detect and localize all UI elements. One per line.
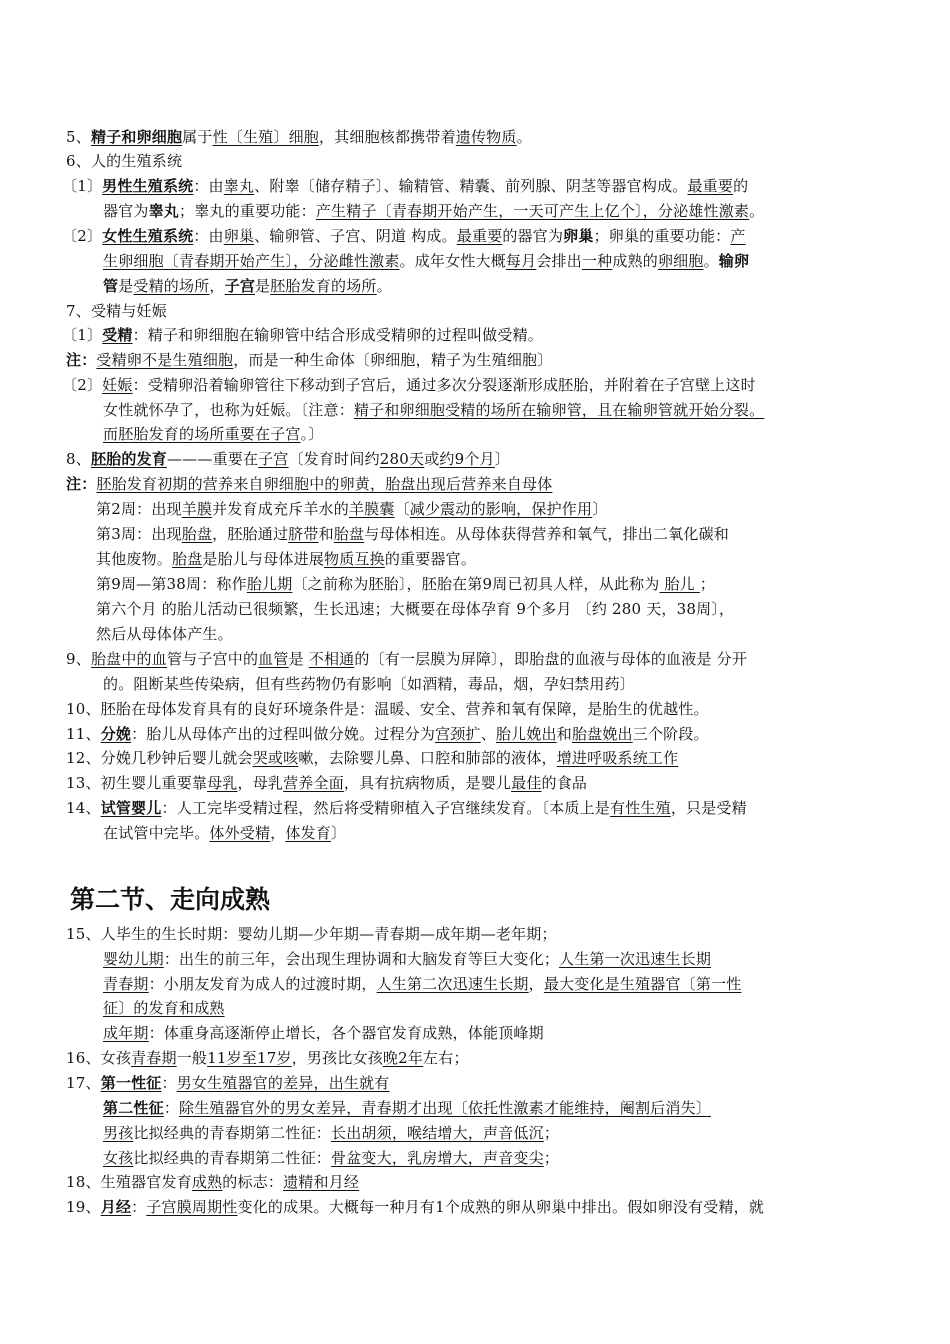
- text-span: 的标志：: [222, 1173, 284, 1191]
- emphasis-term: 卵巢: [563, 227, 594, 245]
- text-span: 的〔有一层膜为屏障〕，即胎盘的血液与母体的血液是 分开: [354, 650, 748, 668]
- underlined-text: 母乳: [207, 774, 238, 792]
- underlined-text: 卵巢: [223, 227, 255, 245]
- underlined-text: 青春期: [103, 975, 149, 993]
- underlined-text: 胎盘: [172, 550, 203, 568]
- text-span: 嗽，去除婴儿鼻、口腔和肺部的液体，: [298, 749, 557, 767]
- text-line: [66, 924, 557, 944]
- underlined-text: 除生殖器官外的男女差异，青春期才出现〔依托性激素才能维持，阉割后消失〕: [179, 1099, 712, 1117]
- text-line: [103, 949, 711, 969]
- text-span: 6、人的生殖系统: [66, 152, 183, 170]
- text-span: 管与子宫中的: [166, 650, 259, 668]
- underlined-text: 青春期: [131, 1049, 177, 1067]
- text-span: ：受精卵沿着输卵管往下移动到子宫后，通过多次分裂逐渐形成胚胎，并附着在子宫壁上这时: [132, 376, 756, 394]
- underlined-text: 最重要: [456, 227, 503, 245]
- underlined-text: 精子和卵细胞受精的场所在输卵管，且在输卵管就开始分裂。: [353, 401, 765, 419]
- underlined-text: 人生第一次迅速生长期: [559, 950, 712, 968]
- text-line: [103, 201, 764, 221]
- text-line: [66, 724, 709, 744]
- text-span: 19、: [66, 1198, 101, 1216]
- emphasis-term: 注：: [66, 351, 97, 369]
- underlined-text: 产: [730, 227, 746, 245]
- text-line: [103, 998, 225, 1018]
- underlined-text: 骨盆变大，乳房增大，声音变尖: [331, 1149, 544, 1167]
- text-span: ：出生的前三年，会出现生理协调和大脑发育等巨大变化；: [163, 950, 560, 968]
- text-span: 18、生殖器官发育: [66, 1173, 192, 1191]
- text-span: 12、分娩几秒钟后婴儿就会: [66, 749, 253, 767]
- text-span: 第六个月 的胎儿活动已很频繁，生长迅速；大概要在母体孕育 9个多月 〔约 280 天，38周〕，: [96, 600, 735, 618]
- text-line: [103, 1123, 559, 1143]
- text-span: ；卵巢的重要功能：: [593, 227, 731, 245]
- text-span: ———重要在: [166, 450, 259, 468]
- text-span: 。: [516, 128, 532, 146]
- underlined-text: 哭或咳: [252, 749, 299, 767]
- emphasis-term: 注：: [66, 475, 97, 493]
- text-span: 是: [118, 277, 134, 295]
- text-span: 的。阻断某些传染病，但有些药物仍有影响〔如酒精，毒品，烟，孕妇禁用药〕: [103, 675, 636, 693]
- emphasis-term: 子宫: [224, 277, 256, 295]
- text-line: [96, 524, 729, 544]
- text-span: 比拟经典的青春期第二性征：: [133, 1124, 332, 1142]
- emphasis-term: 管: [103, 277, 119, 295]
- text-line: [66, 350, 552, 370]
- text-line: [96, 624, 233, 644]
- text-span: 11、: [66, 725, 101, 743]
- text-span: 〔1〕: [62, 326, 103, 344]
- text-line: [66, 449, 510, 469]
- underlined-text: 睾丸: [223, 177, 255, 195]
- emphasis-term: 第一性征: [100, 1074, 162, 1092]
- text-line: [96, 599, 734, 619]
- text-span: 第3周：出现: [96, 525, 182, 543]
- underlined-text: 胎盘娩出: [571, 725, 633, 743]
- underlined-text: 宫颈扩: [435, 725, 481, 743]
- underlined-text: 成年期: [103, 1024, 149, 1042]
- text-span: 比拟经典的青春期第二性征：: [133, 1149, 332, 1167]
- text-span: ：由: [193, 227, 224, 245]
- text-line: [66, 151, 182, 171]
- text-span: 会排出: [536, 252, 582, 270]
- emphasis-term: 试管婴儿: [100, 799, 162, 817]
- underlined-text: 不相通: [308, 650, 355, 668]
- text-span: ，其细胞核都携带着: [318, 128, 456, 146]
- emphasis-term: 受精: [102, 326, 133, 344]
- text-span: 的: [733, 177, 749, 195]
- text-span: ：: [131, 1198, 147, 1216]
- underlined-text: 11岁至17岁: [207, 1049, 292, 1067]
- text-line: [96, 549, 476, 569]
- text-line: [96, 574, 715, 594]
- text-span: 7、受精与妊娠: [66, 302, 167, 320]
- underlined-text: 子宫膜周期性: [146, 1198, 238, 1216]
- underlined-text: 产生精子〔青春期开始产生，一天可产生上亿个〕，分泌雄性激素: [315, 202, 750, 220]
- text-span: ，胚胎通过: [212, 525, 289, 543]
- text-span: ，只是受精: [670, 799, 747, 817]
- underlined-text: 遗传物质: [455, 128, 517, 146]
- text-span: 〕: [331, 824, 347, 842]
- underlined-text: 体外受精: [209, 824, 271, 842]
- text-line: [62, 325, 543, 345]
- text-span: ：胎儿从母体产出的过程叫做分娩。过程分为: [131, 725, 436, 743]
- text-span: 的食品: [541, 774, 588, 792]
- text-span: 与母体相连。从母体获得营养和氧气，排出二氧化碳和: [364, 525, 729, 543]
- underlined-text: 受精卵不是: [96, 351, 173, 369]
- text-line: [62, 226, 746, 246]
- text-span: 女性就怀孕了，也称为妊娠。〔注意：: [103, 401, 354, 419]
- underlined-text: 体发育: [285, 824, 332, 842]
- text-line: [66, 474, 552, 494]
- underlined-text: 胚胎发育初期的营养来自卵细胞中的卵黄，胎盘出现后营养来自母体: [96, 475, 553, 493]
- underlined-text: 男孩: [103, 1124, 134, 1142]
- text-span: 左右；: [423, 1049, 469, 1067]
- text-span: 变化的成果。大概每一种月有1个成熟的卵从卵巢中排出。假如卵没有受精，就: [237, 1198, 765, 1216]
- text-span: 〕: [592, 500, 608, 518]
- text-span: 其他废物。: [96, 550, 173, 568]
- text-span: 、附睾〔储存精子〕、输精管、精囊、前列腺、阴茎等器官构成。: [254, 177, 688, 195]
- section-heading: 第二节、走向成熟: [70, 885, 271, 914]
- text-span: 然后从母体体产生。: [96, 625, 233, 643]
- text-span: 〔: [394, 500, 410, 518]
- emphasis-term: 分娩: [100, 725, 132, 743]
- text-span: 是: [288, 650, 309, 668]
- emphasis-term: 月经: [100, 1198, 132, 1216]
- text-line: [96, 499, 607, 519]
- underlined-text: 血管: [258, 650, 289, 668]
- text-line: [103, 674, 635, 694]
- text-line: [66, 1048, 469, 1068]
- emphasis-term: 胚胎的发育: [90, 450, 167, 468]
- text-span: 。成年女性大概: [399, 252, 506, 270]
- text-span: 或: [424, 450, 440, 468]
- underlined-text: 羊膜囊: [348, 500, 395, 518]
- text-span: 〔2〕: [62, 376, 103, 394]
- text-line: [66, 1172, 359, 1192]
- text-span: 8、: [66, 450, 91, 468]
- text-line: [66, 748, 678, 768]
- text-line: [103, 1023, 544, 1043]
- text-span: 。: [376, 277, 392, 295]
- text-line: [66, 1197, 764, 1217]
- text-span: 、输卵管、子宫、阴道 构成。: [254, 227, 457, 245]
- text-span: ，男孩比女孩: [291, 1049, 383, 1067]
- text-span: ，而是一种生命体〔卵细胞，精子为生殖细胞〕: [233, 351, 553, 369]
- text-span: 在试管中完毕。: [103, 824, 210, 842]
- underlined-text: 脐带: [288, 525, 319, 543]
- underlined-text: 减少震动的影响，保护作用: [409, 500, 593, 518]
- text-line: [66, 649, 747, 669]
- underlined-text: 胎盘中的血: [90, 650, 167, 668]
- underlined-text: 长出胡须，喉结增大，声音低沉: [331, 1124, 544, 1142]
- text-line: [103, 974, 741, 994]
- text-span: ，: [528, 975, 544, 993]
- text-span: ：小朋友发育为成人的过渡时期，: [148, 975, 377, 993]
- underlined-text: 婴幼儿期: [103, 950, 164, 968]
- text-span: 的重要器官。: [384, 550, 477, 568]
- text-span: 第9周—第38周：称作: [96, 575, 247, 593]
- underlined-text: 征〕的发育和成熟: [103, 999, 225, 1017]
- text-span: 成熟的: [612, 252, 658, 270]
- underlined-text: 生卵细胞〔青春期开始产生〕，分泌雌性激素: [103, 252, 400, 270]
- text-span: ：: [161, 1074, 177, 1092]
- text-line: [103, 400, 764, 420]
- emphasis-term: 精子和卵细胞: [90, 128, 183, 146]
- text-span: 和: [318, 525, 334, 543]
- text-line: [66, 773, 587, 793]
- emphasis-term: 男性生殖系统: [102, 177, 194, 195]
- underlined-text: 胚胎发育的场所: [270, 277, 377, 295]
- text-line: [103, 251, 749, 271]
- text-span: ：人工完毕受精过程，然后将受精卵植入子宫继续发育。〔本质上是: [161, 799, 611, 817]
- underlined-text: 羊膜: [181, 500, 213, 518]
- text-span: ，: [209, 277, 225, 295]
- text-span: 〔发育时间约: [288, 450, 380, 468]
- emphasis-term: 女性生殖系统: [102, 227, 194, 245]
- text-span: 17、: [66, 1074, 101, 1092]
- underlined-text: 女孩: [103, 1149, 134, 1167]
- text-span: 。〕: [300, 425, 324, 443]
- text-span: 属于: [182, 128, 213, 146]
- text-span: 5、: [66, 128, 91, 146]
- text-span: 和: [556, 725, 572, 743]
- underlined-text: 男女生殖器官的差异，出生就有: [176, 1074, 390, 1092]
- text-span: ；睾丸的重要功能：: [179, 202, 316, 220]
- emphasis-term: 睾丸: [148, 202, 180, 220]
- text-span: ：体重身高逐渐停止增长，各个器官发育成熟，体能顶峰期: [148, 1024, 544, 1042]
- underlined-text: 物质互换: [324, 550, 385, 568]
- text-span: 13、初生婴儿重要靠: [66, 774, 208, 792]
- underlined-text: 280天: [379, 450, 425, 468]
- text-span: 并发育成充斥羊水的: [212, 500, 349, 518]
- underlined-text: 最大变化是生殖器官〔第一性: [543, 975, 742, 993]
- underlined-text: 子宫: [258, 450, 289, 468]
- underlined-text: 人生第二次迅速生长期: [376, 975, 529, 993]
- underlined-text: 而胚胎发育的场所重要在子宫: [103, 425, 301, 443]
- underlined-text: 营养全面: [283, 774, 344, 792]
- text-span: ，具有抗病物质，是婴儿: [343, 774, 512, 792]
- text-span: 。: [703, 252, 719, 270]
- text-line: [66, 301, 167, 321]
- underlined-text: 受精的场所: [133, 277, 210, 295]
- text-span: ；: [699, 575, 716, 593]
- underlined-text: 生殖细胞: [172, 351, 234, 369]
- text-span: 第2周：出现: [96, 500, 182, 518]
- emphasis-term: 第二性征: [103, 1099, 164, 1117]
- underlined-text: 每月: [505, 252, 537, 270]
- underlined-text: 有性生殖: [610, 799, 671, 817]
- text-span: ：精子和卵细胞在输卵管中结合形成受精卵的过程叫做受精。: [132, 326, 543, 344]
- underlined-text: 约9个月: [439, 450, 495, 468]
- text-line: [66, 798, 747, 818]
- underlined-text: 胎盘: [333, 525, 365, 543]
- text-span: 14、: [66, 799, 101, 817]
- text-span: ；: [543, 1149, 560, 1167]
- text-line: [103, 424, 324, 444]
- underlined-text: 最佳: [511, 774, 542, 792]
- underlined-text: 胎儿期: [246, 575, 293, 593]
- text-span: ，: [270, 824, 286, 842]
- underlined-text: 一种: [581, 252, 613, 270]
- text-span: 16、女孩: [66, 1049, 132, 1067]
- text-line: [103, 1148, 559, 1168]
- text-span: 15、人毕生的生长时期：婴幼儿期—少年期—青春期—成年期—老年期；: [66, 925, 557, 943]
- text-span: ，母乳: [237, 774, 284, 792]
- text-span: 三个阶段。: [632, 725, 709, 743]
- underlined-text: 增进呼吸系统工作: [556, 749, 679, 767]
- text-line: [103, 1098, 711, 1118]
- text-span: 。: [749, 202, 765, 220]
- text-span: 〔2〕: [62, 227, 103, 245]
- text-span: 10、胚胎在母体发育具有的良好环境条件是：温暖、安全、营养和氧有保障，是胎生的优越性。: [66, 700, 709, 718]
- text-line: [66, 127, 532, 147]
- underlined-text: 最重要: [687, 177, 734, 195]
- text-line: [62, 176, 748, 196]
- text-span: ；: [543, 1124, 560, 1142]
- text-line: [66, 699, 709, 719]
- underlined-text: 卵细胞: [657, 252, 704, 270]
- text-span: 〔1〕: [62, 177, 103, 195]
- text-span: 的器官为: [502, 227, 564, 245]
- text-span: 〕: [494, 450, 510, 468]
- text-span: 一般: [176, 1049, 208, 1067]
- text-line: [103, 823, 346, 843]
- emphasis-term: 输卵: [718, 252, 750, 270]
- text-span: ：: [163, 1099, 180, 1117]
- text-line: [103, 276, 392, 296]
- underlined-text: 晚2年: [382, 1049, 424, 1067]
- underlined-text: 胎儿娩出: [495, 725, 557, 743]
- text-line: [66, 1073, 390, 1093]
- underlined-text: 性〔生殖〕细胞: [212, 128, 319, 146]
- text-span: 9、: [66, 650, 91, 668]
- text-line: [62, 375, 756, 395]
- text-span: 器官为: [103, 202, 149, 220]
- underlined-text: 胎盘: [181, 525, 213, 543]
- text-span: 是胎儿与母体进展: [202, 550, 325, 568]
- text-span: 〔之前称为胚胎〕，胚胎在第9周已初具人样，从此称为: [292, 575, 660, 593]
- underlined-text: 胎儿: [659, 575, 700, 593]
- text-span: ：由: [193, 177, 224, 195]
- underlined-text: 成熟: [191, 1173, 223, 1191]
- text-span: 、: [480, 725, 496, 743]
- text-span: 是: [255, 277, 271, 295]
- underlined-text: 妊娠: [102, 376, 133, 394]
- underlined-text: 遗精和月经: [283, 1173, 360, 1191]
